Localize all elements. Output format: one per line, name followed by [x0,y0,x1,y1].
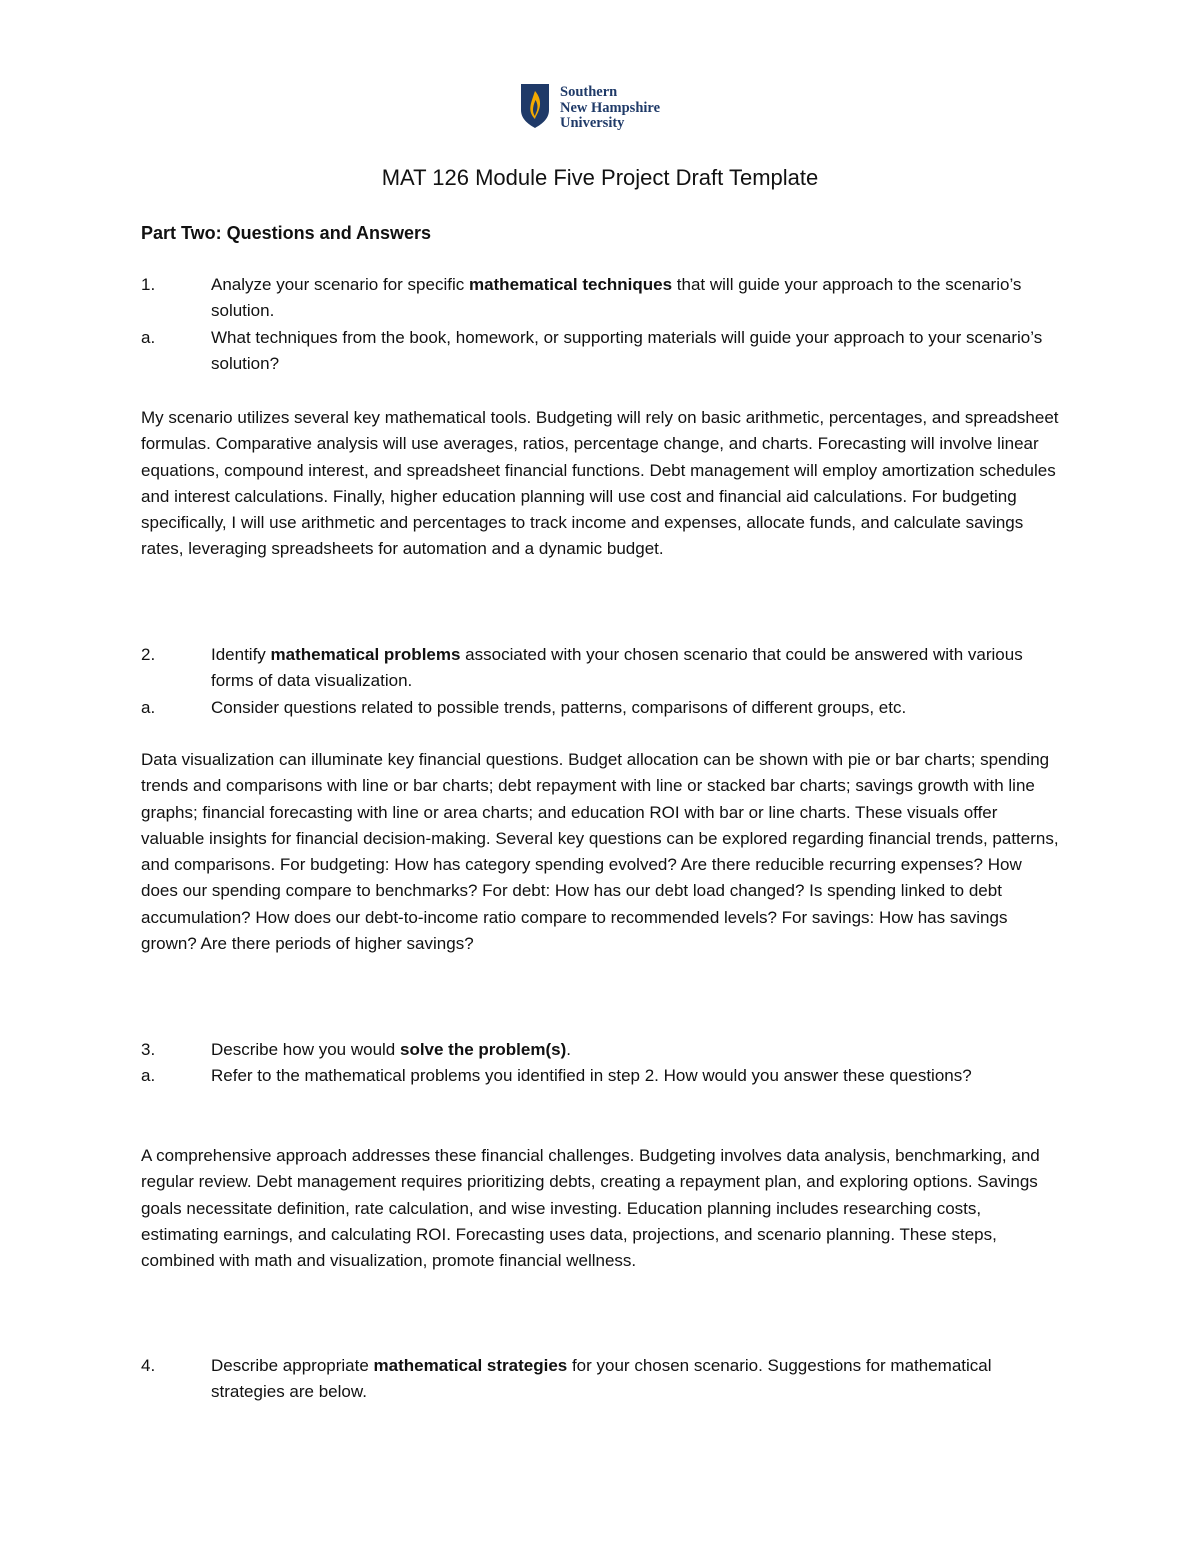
question-row [141,1353,1061,1406]
document-title: MAT 126 Module Five Project Draft Template [381,165,819,190]
answer-1: My scenario utilizes several key mathematical tools. Budgeting will rely on basic arithmetic, percentages, and spreadsheet formulas. Comparative analysis will use averages, ratios, percentage change, and charts. Forecasting will involve linear equations, compound interest, and spreadsheet financial functions. Debt management will employ amortization schedules and interest calculations. Finally, higher education planning will use cost and financial aid calculations. For budgeting specifically, I will use arithmetic and percentages to track income and expenses, allocate funds, and calculate savings rates, leveraging spreadsheets for automation and a dynamic budget. [141,408,1059,559]
question-keyword: solve the problem(s) [399,1040,567,1059]
question-text-post: associated with your chosen scenario that could be answered with various forms of data visualization. [211,645,1023,691]
question-4 [141,1353,1061,1406]
subquestion-label: a. [141,1066,156,1086]
subquestion-text: Consider questions related to possible trends, patterns, comparisons of different groups, etc. [211,697,907,717]
subquestion-label: a. [141,697,156,717]
question-text-post: that will guide your approach to the scenario’s solution. [211,275,1022,321]
question-text-pre: Describe how you would [211,1040,400,1059]
answer-3: A comprehensive approach addresses these financial challenges. Budgeting involves data analysis, benchmarking, and regular review. Debt management requires prioritizing debts, creating a repayment plan, and exploring options. Savings goals necessitate definition, rate calculation, and wise investing. Education planning includes researching costs, estimating earnings, and calculating ROI. Forecasting uses data, projections, and scenario planning. These steps, combined with math and visualization, promote financial wellness. [141,1146,1040,1271]
question-row [141,1037,1061,1063]
part-heading: Part Two: Questions and Answers [141,223,432,243]
shield-flame-icon [520,83,550,129]
answer-2: Data visualization can illuminate key financial questions. Budget allocation can be shown with pie or bar charts; spending trends and comparisons with line or bar charts; debt repayment with line or stacked bar charts; savings growth with line graphs; financial forecasting with line or area charts; and education ROI with bar or line charts. These visuals offer valuable insights for financial decision-making. Several key questions can be explored regarding financial trends, patterns, and comparisons. For budgeting: How has category spending evolved? Are there reducible recurring expenses? How does our spending compare to benchmarks? For debt: How has our debt load changed? Is spending linked to debt accumulation? How does our debt-to-income ratio compare to recommended levels? For savings: How has savings grown? Are there periods of higher savings? [141,750,1059,954]
subquestion-row [141,695,1061,721]
logo-line: University [560,115,625,131]
question-text [211,1037,1061,1063]
logo-wordmark [560,85,660,132]
question-text [211,1353,1061,1406]
question-number: 3. [141,1040,156,1059]
question-keyword: mathematical problems [270,645,461,664]
subquestion-row [141,325,1061,378]
question-text-post: for your chosen scenario. Suggestions for mathematical strategies are below. [211,1356,992,1402]
university-logo [520,83,660,132]
subquestion-row [141,1063,1061,1089]
question-number: 1. [141,275,156,294]
question-3 [141,1037,1061,1090]
question-text-pre: Identify [211,645,271,664]
question-keyword: mathematical strategies [373,1356,568,1375]
subquestion-label: a. [141,327,156,347]
question-text [211,642,1061,695]
subquestion-text: What techniques from the book, homework, or supporting materials will guide your approach to your scenario’s solution? [211,327,1043,373]
subquestion-text: Refer to the mathematical problems you identified in step 2. How would you answer these questions? [211,1066,972,1086]
question-row [141,642,1061,695]
question-text-post: . [566,1040,571,1059]
question-text-pre: Analyze your scenario for specific [211,275,469,294]
question-keyword: mathematical techniques [468,275,673,294]
question-1 [141,272,1061,377]
question-text [211,272,1061,325]
logo-line: New Hampshire [560,99,661,116]
question-number: 4. [141,1356,156,1375]
question-row [141,272,1061,325]
question-text-pre: Describe appropriate [211,1356,374,1375]
question-2 [141,642,1061,721]
question-number: 2. [141,645,156,664]
logo-line: Southern [560,84,618,100]
